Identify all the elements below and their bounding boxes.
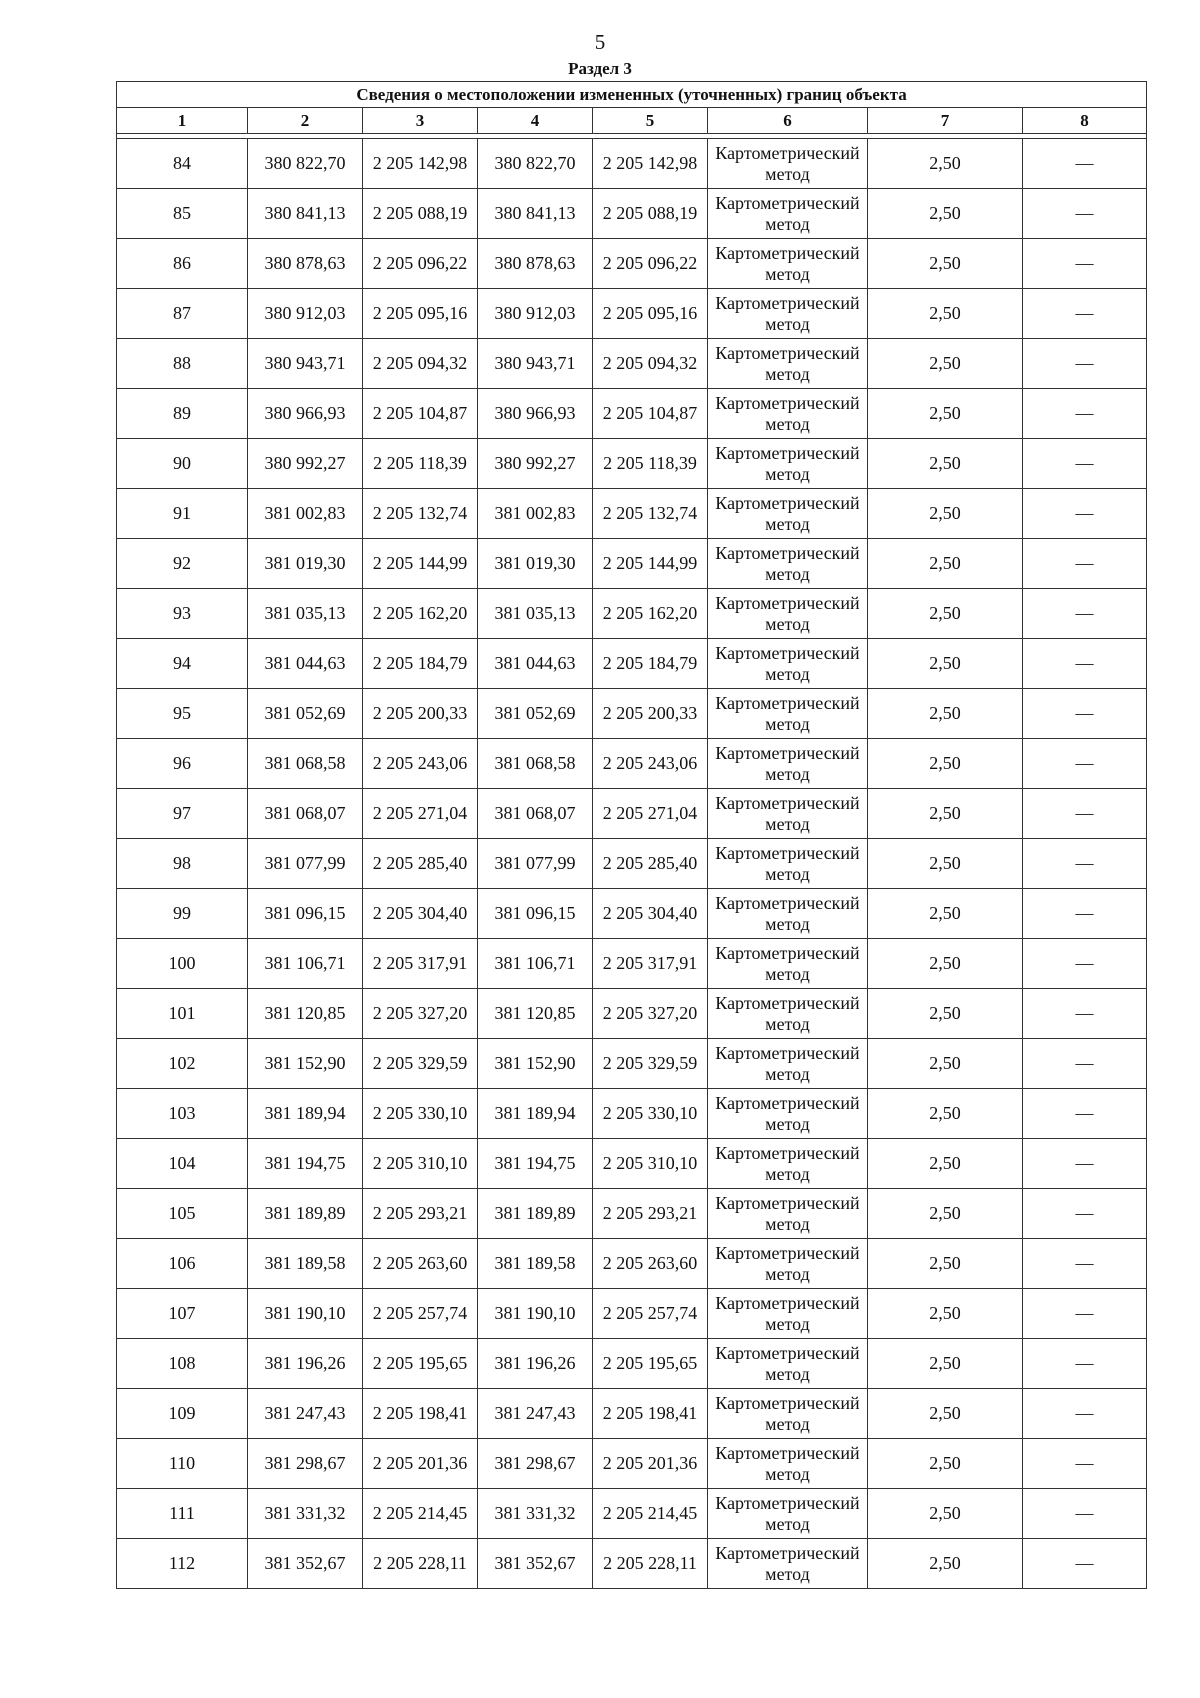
- point-number-cell: 106: [117, 1239, 248, 1289]
- x-refined-cell: 381 096,15: [478, 889, 593, 939]
- x-existing-cell: 380 966,93: [248, 389, 363, 439]
- x-refined-cell: 381 002,83: [478, 489, 593, 539]
- table-row: [117, 739, 1147, 789]
- note-cell: —: [1023, 189, 1147, 239]
- point-number-cell: 87: [117, 289, 248, 339]
- method-cell: Картометрический метод: [708, 739, 868, 789]
- method-cell: Картометрический метод: [708, 1289, 868, 1339]
- y-refined-cell: 2 205 263,60: [593, 1239, 708, 1289]
- y-refined-cell: 2 205 184,79: [593, 639, 708, 689]
- table-row: [117, 839, 1147, 889]
- y-existing-cell: 2 205 304,40: [363, 889, 478, 939]
- note-cell: —: [1023, 139, 1147, 189]
- point-number-cell: 85: [117, 189, 248, 239]
- table-row: [117, 189, 1147, 239]
- y-refined-cell: 2 205 329,59: [593, 1039, 708, 1089]
- x-existing-cell: 380 841,13: [248, 189, 363, 239]
- x-existing-cell: 381 298,67: [248, 1439, 363, 1489]
- x-refined-cell: 381 068,58: [478, 739, 593, 789]
- table-row: [117, 589, 1147, 639]
- accuracy-cell: 2,50: [868, 1189, 1023, 1239]
- x-refined-cell: 380 966,93: [478, 389, 593, 439]
- method-cell: Картометрический метод: [708, 789, 868, 839]
- y-refined-cell: 2 205 327,20: [593, 989, 708, 1039]
- y-refined-cell: 2 205 310,10: [593, 1139, 708, 1189]
- y-existing-cell: 2 205 214,45: [363, 1489, 478, 1539]
- point-number-cell: 110: [117, 1439, 248, 1489]
- point-number-cell: 101: [117, 989, 248, 1039]
- y-existing-cell: 2 205 243,06: [363, 739, 478, 789]
- accuracy-cell: 2,50: [868, 289, 1023, 339]
- x-refined-cell: 381 190,10: [478, 1289, 593, 1339]
- point-number-cell: 112: [117, 1539, 248, 1589]
- y-existing-cell: 2 205 198,41: [363, 1389, 478, 1439]
- note-cell: —: [1023, 289, 1147, 339]
- table-row: [117, 1189, 1147, 1239]
- x-refined-cell: 380 841,13: [478, 189, 593, 239]
- column-header: 7: [868, 108, 1023, 134]
- table-row: [117, 1439, 1147, 1489]
- note-cell: —: [1023, 1039, 1147, 1089]
- point-number-cell: 92: [117, 539, 248, 589]
- accuracy-cell: 2,50: [868, 789, 1023, 839]
- y-existing-cell: 2 205 257,74: [363, 1289, 478, 1339]
- accuracy-cell: 2,50: [868, 389, 1023, 439]
- method-cell: Картометрический метод: [708, 139, 868, 189]
- x-refined-cell: 381 196,26: [478, 1339, 593, 1389]
- method-cell: Картометрический метод: [708, 239, 868, 289]
- x-refined-cell: 381 044,63: [478, 639, 593, 689]
- column-header: 4: [478, 108, 593, 134]
- point-number-cell: 88: [117, 339, 248, 389]
- x-existing-cell: 380 943,71: [248, 339, 363, 389]
- x-existing-cell: 381 196,26: [248, 1339, 363, 1389]
- x-existing-cell: 381 052,69: [248, 689, 363, 739]
- y-existing-cell: 2 205 096,22: [363, 239, 478, 289]
- y-existing-cell: 2 205 162,20: [363, 589, 478, 639]
- note-cell: —: [1023, 539, 1147, 589]
- x-existing-cell: 381 068,58: [248, 739, 363, 789]
- table-body: [117, 139, 1147, 1589]
- y-existing-cell: 2 205 142,98: [363, 139, 478, 189]
- y-refined-cell: 2 205 096,22: [593, 239, 708, 289]
- point-number-cell: 89: [117, 389, 248, 439]
- point-number-cell: 102: [117, 1039, 248, 1089]
- point-number-cell: 107: [117, 1289, 248, 1339]
- table-row: [117, 1489, 1147, 1539]
- point-number-cell: 90: [117, 439, 248, 489]
- note-cell: —: [1023, 1289, 1147, 1339]
- x-existing-cell: 381 189,89: [248, 1189, 363, 1239]
- method-cell: Картометрический метод: [708, 1089, 868, 1139]
- note-cell: —: [1023, 1139, 1147, 1189]
- y-refined-cell: 2 205 088,19: [593, 189, 708, 239]
- x-refined-cell: 381 352,67: [478, 1539, 593, 1589]
- method-cell: Картометрический метод: [708, 439, 868, 489]
- method-cell: Картометрический метод: [708, 1239, 868, 1289]
- x-existing-cell: 381 044,63: [248, 639, 363, 689]
- point-number-cell: 108: [117, 1339, 248, 1389]
- accuracy-cell: 2,50: [868, 139, 1023, 189]
- table-row: [117, 389, 1147, 439]
- x-refined-cell: 381 152,90: [478, 1039, 593, 1089]
- column-header: 1: [117, 108, 248, 134]
- x-refined-cell: 381 052,69: [478, 689, 593, 739]
- method-cell: Картометрический метод: [708, 839, 868, 889]
- method-cell: Картометрический метод: [708, 1389, 868, 1439]
- y-refined-cell: 2 205 144,99: [593, 539, 708, 589]
- method-cell: Картометрический метод: [708, 289, 868, 339]
- point-number-cell: 104: [117, 1139, 248, 1189]
- y-refined-cell: 2 205 214,45: [593, 1489, 708, 1539]
- x-existing-cell: 380 878,63: [248, 239, 363, 289]
- accuracy-cell: 2,50: [868, 889, 1023, 939]
- table-row: [117, 639, 1147, 689]
- x-refined-cell: 381 019,30: [478, 539, 593, 589]
- table-row: [117, 339, 1147, 389]
- table-row: [117, 489, 1147, 539]
- y-refined-cell: 2 205 317,91: [593, 939, 708, 989]
- point-number-cell: 96: [117, 739, 248, 789]
- note-cell: —: [1023, 389, 1147, 439]
- y-refined-cell: 2 205 200,33: [593, 689, 708, 739]
- accuracy-cell: 2,50: [868, 739, 1023, 789]
- x-refined-cell: 380 822,70: [478, 139, 593, 189]
- y-refined-cell: 2 205 142,98: [593, 139, 708, 189]
- note-cell: —: [1023, 989, 1147, 1039]
- note-cell: —: [1023, 789, 1147, 839]
- y-refined-cell: 2 205 304,40: [593, 889, 708, 939]
- y-existing-cell: 2 205 201,36: [363, 1439, 478, 1489]
- point-number-cell: 98: [117, 839, 248, 889]
- y-existing-cell: 2 205 132,74: [363, 489, 478, 539]
- x-existing-cell: 381 096,15: [248, 889, 363, 939]
- accuracy-cell: 2,50: [868, 1539, 1023, 1589]
- x-refined-cell: 381 035,13: [478, 589, 593, 639]
- x-refined-cell: 381 194,75: [478, 1139, 593, 1189]
- accuracy-cell: 2,50: [868, 589, 1023, 639]
- note-cell: —: [1023, 489, 1147, 539]
- note-cell: —: [1023, 739, 1147, 789]
- x-existing-cell: 381 019,30: [248, 539, 363, 589]
- table-row: [117, 289, 1147, 339]
- x-refined-cell: 381 106,71: [478, 939, 593, 989]
- note-cell: —: [1023, 689, 1147, 739]
- x-existing-cell: 381 120,85: [248, 989, 363, 1039]
- accuracy-cell: 2,50: [868, 1489, 1023, 1539]
- table-row: [117, 1289, 1147, 1339]
- table-row: [117, 439, 1147, 489]
- y-refined-cell: 2 205 195,65: [593, 1339, 708, 1389]
- accuracy-cell: 2,50: [868, 939, 1023, 989]
- y-refined-cell: 2 205 285,40: [593, 839, 708, 889]
- y-existing-cell: 2 205 263,60: [363, 1239, 478, 1289]
- x-refined-cell: 381 120,85: [478, 989, 593, 1039]
- x-existing-cell: 381 077,99: [248, 839, 363, 889]
- y-refined-cell: 2 205 243,06: [593, 739, 708, 789]
- x-existing-cell: 381 068,07: [248, 789, 363, 839]
- x-existing-cell: 381 190,10: [248, 1289, 363, 1339]
- method-cell: Картометрический метод: [708, 889, 868, 939]
- table-row: [117, 689, 1147, 739]
- note-cell: —: [1023, 1089, 1147, 1139]
- point-number-cell: 94: [117, 639, 248, 689]
- table-row: [117, 1139, 1147, 1189]
- x-existing-cell: 380 822,70: [248, 139, 363, 189]
- x-refined-cell: 380 943,71: [478, 339, 593, 389]
- accuracy-cell: 2,50: [868, 1439, 1023, 1489]
- x-existing-cell: 380 912,03: [248, 289, 363, 339]
- x-existing-cell: 381 152,90: [248, 1039, 363, 1089]
- note-cell: —: [1023, 1389, 1147, 1439]
- y-existing-cell: 2 205 104,87: [363, 389, 478, 439]
- section-title: Раздел 3: [568, 59, 632, 78]
- point-number-cell: 109: [117, 1389, 248, 1439]
- table-row: [117, 789, 1147, 839]
- table-row: [117, 1039, 1147, 1089]
- accuracy-cell: 2,50: [868, 1339, 1023, 1389]
- y-refined-cell: 2 205 293,21: [593, 1189, 708, 1239]
- x-refined-cell: 381 068,07: [478, 789, 593, 839]
- x-refined-cell: 381 189,58: [478, 1239, 593, 1289]
- method-cell: Картометрический метод: [708, 539, 868, 589]
- y-refined-cell: 2 205 118,39: [593, 439, 708, 489]
- page-number: 5: [594, 30, 606, 54]
- x-existing-cell: 381 189,94: [248, 1089, 363, 1139]
- x-existing-cell: 381 035,13: [248, 589, 363, 639]
- method-cell: Картометрический метод: [708, 639, 868, 689]
- note-cell: —: [1023, 1439, 1147, 1489]
- accuracy-cell: 2,50: [868, 989, 1023, 1039]
- table-row: [117, 1539, 1147, 1589]
- y-refined-cell: 2 205 132,74: [593, 489, 708, 539]
- note-cell: —: [1023, 339, 1147, 389]
- y-existing-cell: 2 205 317,91: [363, 939, 478, 989]
- y-refined-cell: 2 205 330,10: [593, 1089, 708, 1139]
- note-cell: —: [1023, 439, 1147, 489]
- note-cell: —: [1023, 1339, 1147, 1389]
- x-refined-cell: 380 878,63: [478, 239, 593, 289]
- method-cell: Картометрический метод: [708, 389, 868, 439]
- method-cell: Картометрический метод: [708, 989, 868, 1039]
- note-cell: —: [1023, 889, 1147, 939]
- table-row: [117, 889, 1147, 939]
- x-refined-cell: 381 298,67: [478, 1439, 593, 1489]
- point-number-cell: 95: [117, 689, 248, 739]
- method-cell: Картометрический метод: [708, 1189, 868, 1239]
- x-existing-cell: 381 331,32: [248, 1489, 363, 1539]
- y-refined-cell: 2 205 271,04: [593, 789, 708, 839]
- method-cell: Картометрический метод: [708, 489, 868, 539]
- x-refined-cell: 381 077,99: [478, 839, 593, 889]
- table-row: [117, 939, 1147, 989]
- note-cell: —: [1023, 1539, 1147, 1589]
- method-cell: Картометрический метод: [708, 1039, 868, 1089]
- x-existing-cell: 381 189,58: [248, 1239, 363, 1289]
- accuracy-cell: 2,50: [868, 639, 1023, 689]
- point-number-cell: 103: [117, 1089, 248, 1139]
- x-existing-cell: 381 352,67: [248, 1539, 363, 1589]
- note-cell: —: [1023, 939, 1147, 989]
- table-row: [117, 1389, 1147, 1439]
- accuracy-cell: 2,50: [868, 1389, 1023, 1439]
- table-row: [117, 989, 1147, 1039]
- y-existing-cell: 2 205 195,65: [363, 1339, 478, 1389]
- accuracy-cell: 2,50: [868, 1039, 1023, 1089]
- column-header: 6: [708, 108, 868, 134]
- x-refined-cell: 381 189,89: [478, 1189, 593, 1239]
- accuracy-cell: 2,50: [868, 339, 1023, 389]
- note-cell: —: [1023, 839, 1147, 889]
- accuracy-cell: 2,50: [868, 1089, 1023, 1139]
- y-existing-cell: 2 205 200,33: [363, 689, 478, 739]
- table-caption: Сведения о местоположении измененных (уточненных) границ объекта: [117, 82, 1147, 108]
- table-row: [117, 139, 1147, 189]
- point-number-cell: 84: [117, 139, 248, 189]
- y-existing-cell: 2 205 285,40: [363, 839, 478, 889]
- method-cell: Картометрический метод: [708, 689, 868, 739]
- accuracy-cell: 2,50: [868, 189, 1023, 239]
- method-cell: Картометрический метод: [708, 1489, 868, 1539]
- x-refined-cell: 380 992,27: [478, 439, 593, 489]
- accuracy-cell: 2,50: [868, 1289, 1023, 1339]
- y-refined-cell: 2 205 094,32: [593, 339, 708, 389]
- x-refined-cell: 381 247,43: [478, 1389, 593, 1439]
- y-existing-cell: 2 205 184,79: [363, 639, 478, 689]
- y-existing-cell: 2 205 293,21: [363, 1189, 478, 1239]
- y-existing-cell: 2 205 330,10: [363, 1089, 478, 1139]
- x-existing-cell: 381 194,75: [248, 1139, 363, 1189]
- note-cell: —: [1023, 1489, 1147, 1539]
- point-number-cell: 93: [117, 589, 248, 639]
- accuracy-cell: 2,50: [868, 489, 1023, 539]
- x-refined-cell: 381 189,94: [478, 1089, 593, 1139]
- y-existing-cell: 2 205 094,32: [363, 339, 478, 389]
- column-header: 3: [363, 108, 478, 134]
- method-cell: Картометрический метод: [708, 339, 868, 389]
- point-number-cell: 99: [117, 889, 248, 939]
- y-refined-cell: 2 205 095,16: [593, 289, 708, 339]
- table-row: [117, 1339, 1147, 1389]
- y-refined-cell: 2 205 104,87: [593, 389, 708, 439]
- accuracy-cell: 2,50: [868, 689, 1023, 739]
- note-cell: —: [1023, 239, 1147, 289]
- y-existing-cell: 2 205 310,10: [363, 1139, 478, 1189]
- table-row: [117, 239, 1147, 289]
- y-existing-cell: 2 205 329,59: [363, 1039, 478, 1089]
- y-existing-cell: 2 205 144,99: [363, 539, 478, 589]
- method-cell: Картометрический метод: [708, 1339, 868, 1389]
- method-cell: Картометрический метод: [708, 589, 868, 639]
- method-cell: Картометрический метод: [708, 1139, 868, 1189]
- accuracy-cell: 2,50: [868, 1139, 1023, 1189]
- method-cell: Картометрический метод: [708, 1439, 868, 1489]
- accuracy-cell: 2,50: [868, 239, 1023, 289]
- y-refined-cell: 2 205 257,74: [593, 1289, 708, 1339]
- y-existing-cell: 2 205 271,04: [363, 789, 478, 839]
- point-number-cell: 100: [117, 939, 248, 989]
- boundary-coordinates-table: [116, 81, 1147, 1589]
- method-cell: Картометрический метод: [708, 1539, 868, 1589]
- x-refined-cell: 381 331,32: [478, 1489, 593, 1539]
- y-existing-cell: 2 205 088,19: [363, 189, 478, 239]
- note-cell: —: [1023, 639, 1147, 689]
- x-refined-cell: 380 912,03: [478, 289, 593, 339]
- accuracy-cell: 2,50: [868, 1239, 1023, 1289]
- method-cell: Картометрический метод: [708, 189, 868, 239]
- y-refined-cell: 2 205 228,11: [593, 1539, 708, 1589]
- accuracy-cell: 2,50: [868, 439, 1023, 489]
- x-existing-cell: 381 247,43: [248, 1389, 363, 1439]
- x-existing-cell: 380 992,27: [248, 439, 363, 489]
- y-existing-cell: 2 205 118,39: [363, 439, 478, 489]
- point-number-cell: 91: [117, 489, 248, 539]
- table-row: [117, 1239, 1147, 1289]
- accuracy-cell: 2,50: [868, 839, 1023, 889]
- y-existing-cell: 2 205 228,11: [363, 1539, 478, 1589]
- x-existing-cell: 381 106,71: [248, 939, 363, 989]
- point-number-cell: 105: [117, 1189, 248, 1239]
- column-header: 2: [248, 108, 363, 134]
- y-refined-cell: 2 205 198,41: [593, 1389, 708, 1439]
- note-cell: —: [1023, 1239, 1147, 1289]
- x-existing-cell: 381 002,83: [248, 489, 363, 539]
- table-row: [117, 539, 1147, 589]
- point-number-cell: 86: [117, 239, 248, 289]
- y-existing-cell: 2 205 095,16: [363, 289, 478, 339]
- y-existing-cell: 2 205 327,20: [363, 989, 478, 1039]
- table-row: [117, 1089, 1147, 1139]
- column-header: 8: [1023, 108, 1147, 134]
- y-refined-cell: 2 205 201,36: [593, 1439, 708, 1489]
- accuracy-cell: 2,50: [868, 539, 1023, 589]
- note-cell: —: [1023, 589, 1147, 639]
- point-number-cell: 111: [117, 1489, 248, 1539]
- y-refined-cell: 2 205 162,20: [593, 589, 708, 639]
- point-number-cell: 97: [117, 789, 248, 839]
- method-cell: Картометрический метод: [708, 939, 868, 989]
- note-cell: —: [1023, 1189, 1147, 1239]
- column-header: 5: [593, 108, 708, 134]
